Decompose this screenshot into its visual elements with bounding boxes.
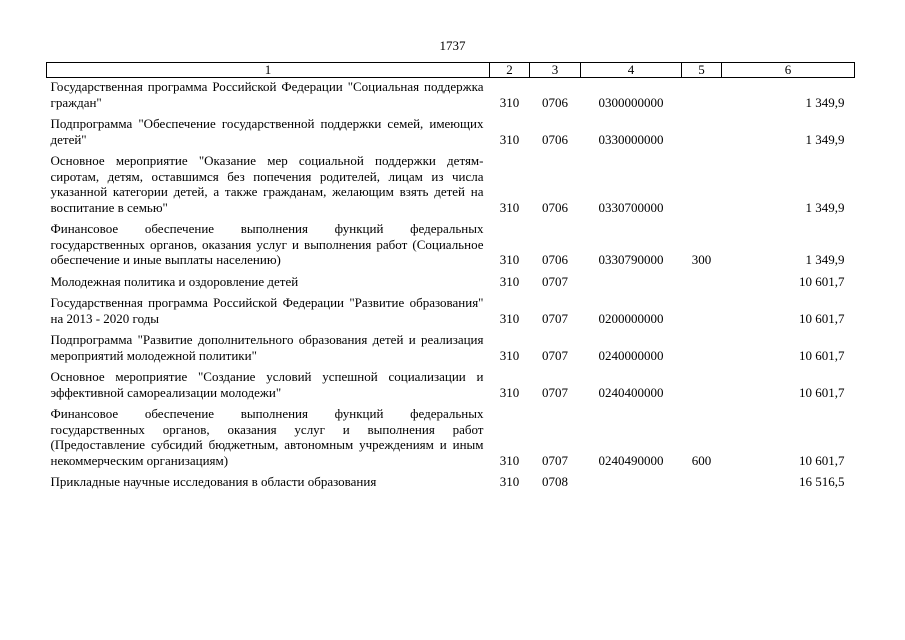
section-code: 0706 [542, 131, 568, 147]
section-code: 0708 [542, 474, 568, 489]
table-row [47, 289, 855, 326]
column-header-2: 2 [490, 63, 530, 78]
section-code: 0707 [542, 384, 568, 400]
amount: 1 349,9 [805, 131, 845, 147]
amount: 10 601,7 [799, 347, 845, 363]
amount: 10 601,7 [799, 384, 845, 400]
amount: 1 349,9 [805, 199, 845, 215]
item-name: Основное мероприятие "Оказание мер социальной поддержки детям-сиротам, детям, оставшимся без попечения родителей, лицам из числа указанной категории детей, а также гражданам, желающим взять детей на воспитание в семью" [50, 153, 484, 215]
expense-type-code: 300 [691, 252, 712, 267]
expense-type-code: 600 [691, 452, 712, 468]
ministry-code: 310 [499, 452, 520, 468]
expense-type-code [682, 289, 722, 326]
target-article-code [581, 268, 682, 290]
column-header-row [47, 63, 855, 78]
item-name: Основное мероприятие "Создание условий успешной социализации и эффективной самореализации молодежи" [50, 369, 484, 400]
section-code: 0706 [542, 199, 568, 215]
column-header-1: 1 [47, 63, 490, 78]
item-name: Финансовое обеспечение выполнения функций федеральных государственных органов, оказания услуг и выполнения работ (Социальное обеспечение и иные выплаты населению) [50, 221, 484, 267]
section-code: 0707 [542, 347, 568, 363]
page-number: 1737 [439, 38, 466, 53]
column-header-4: 4 [581, 63, 682, 78]
target-article-code: 0300000000 [598, 94, 664, 110]
ministry-code: 310 [499, 252, 520, 267]
target-article-code: 0240490000 [598, 452, 664, 468]
ministry-code: 310 [499, 131, 520, 147]
item-name: Подпрограмма "Развитие дополнительного образования детей и реализация мероприятий молодежной политики" [50, 332, 484, 363]
ministry-code: 310 [499, 347, 520, 363]
ministry-code: 310 [499, 94, 520, 110]
expense-type-code [682, 268, 722, 290]
table-row [47, 268, 855, 290]
item-name: Прикладные научные исследования в области образования [50, 474, 377, 489]
ministry-code: 310 [499, 273, 520, 289]
amount: 1 349,9 [805, 94, 845, 110]
amount: 1 349,9 [805, 252, 845, 267]
table-row [47, 215, 855, 268]
section-code: 0706 [542, 252, 568, 267]
column-header-6: 6 [722, 63, 855, 78]
column-header-3: 3 [530, 63, 581, 78]
ministry-code: 310 [499, 474, 520, 489]
expense-type-code [682, 326, 722, 363]
budget-table [46, 62, 855, 490]
target-article-code: 0330000000 [598, 131, 664, 147]
item-name: Государственная программа Российской Федерации "Развитие образования" на 2013 - 2020 годы [50, 295, 484, 326]
ministry-code: 310 [499, 384, 520, 400]
amount: 10 601,7 [799, 310, 845, 326]
section-code: 0707 [542, 273, 568, 289]
amount: 16 516,5 [799, 474, 845, 489]
amount: 10 601,7 [799, 273, 845, 289]
target-article-code: 0240400000 [598, 384, 664, 400]
target-article-code [581, 468, 682, 490]
expense-type-code [682, 147, 722, 215]
table-row [47, 363, 855, 400]
table-row [47, 147, 855, 215]
section-code: 0707 [542, 310, 568, 326]
table-row [47, 110, 855, 147]
item-name: Финансовое обеспечение выполнения функций федеральных государственных органов, оказания услуг и выполнения работ (Предоставление субсидий бюджетным, автономным учреждениям и иным некоммерческим организациям) [50, 406, 484, 468]
expense-type-code [682, 468, 722, 490]
item-name: Государственная программа Российской Федерации "Социальная поддержка граждан" [50, 79, 484, 110]
amount: 10 601,7 [799, 452, 845, 468]
table-row [47, 78, 855, 111]
table-row [47, 468, 855, 490]
column-header-5: 5 [682, 63, 722, 78]
table-row [47, 400, 855, 468]
expense-type-code [682, 363, 722, 400]
ministry-code: 310 [499, 310, 520, 326]
section-code: 0707 [542, 452, 568, 468]
target-article-code: 0240000000 [598, 347, 664, 363]
expense-type-code [682, 78, 722, 111]
item-name: Подпрограмма "Обеспечение государственной поддержки семей, имеющих детей" [50, 116, 484, 147]
table-row [47, 326, 855, 363]
target-article-code: 0330790000 [598, 252, 664, 267]
ministry-code: 310 [499, 199, 520, 215]
section-code: 0706 [542, 94, 568, 110]
target-article-code: 0200000000 [598, 310, 664, 326]
expense-type-code [682, 110, 722, 147]
item-name: Молодежная политика и оздоровление детей [50, 273, 299, 289]
target-article-code: 0330700000 [598, 199, 664, 215]
